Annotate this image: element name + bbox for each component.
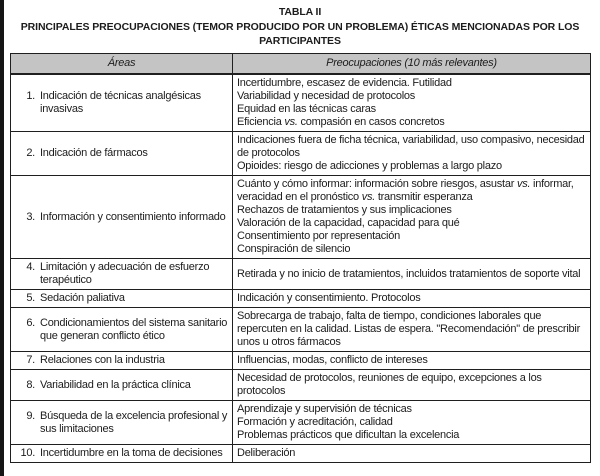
table-caption — [20, 5, 580, 48]
area-number: 3. — [26, 210, 35, 223]
table-row — [11, 259, 591, 290]
concerns-cell — [233, 290, 591, 308]
area-number: 2. — [26, 147, 35, 159]
scan-edge-artifact — [0, 0, 4, 476]
concerns-cell — [233, 445, 591, 463]
concern-line: Incertidumbre, escasez de evidencia. Futilidad — [237, 77, 452, 89]
concern-line: Cuánto y cómo informar: información sobre riesgos, asustar vs. informar, veracidad en el pronóstico vs. transmitir esperanza — [237, 178, 574, 203]
area-label: Indicación de fármacos — [40, 147, 148, 159]
area-cell — [11, 132, 233, 176]
column-header-areas: Áreas — [11, 54, 233, 75]
concern-line: Rechazos de tratamientos y sus implicaciones — [237, 204, 452, 216]
concern-line: Opioides: riesgo de adicciones y problemas a largo plazo — [237, 160, 502, 172]
table-row — [11, 74, 591, 132]
column-header-concerns: Preocupaciones (10 más relevantes) — [233, 54, 591, 75]
area-label: Información y consentimiento informado — [40, 210, 226, 223]
concern-line: Consentimiento por representación — [237, 230, 400, 242]
concerns-cell — [233, 352, 591, 370]
table-row — [11, 352, 591, 370]
area-cell — [11, 259, 233, 290]
area-cell — [11, 176, 233, 259]
concern-line: Deliberación — [237, 447, 296, 459]
table-row — [11, 401, 591, 445]
concern-line: Aprendizaje y supervisión de técnicas — [237, 403, 412, 415]
area-cell — [11, 445, 233, 463]
area-cell — [11, 74, 233, 132]
table-row — [11, 370, 591, 401]
table-row — [11, 290, 591, 308]
area-number: 5. — [26, 292, 35, 304]
concerns-cell — [233, 370, 591, 401]
concern-line: Retirada y no inicio de tratamientos, incluidos tratamientos de soporte vital — [237, 267, 581, 280]
concern-line: Formación y acreditación, calidad — [237, 416, 393, 428]
concern-line: Indicación y consentimiento. Protocolos — [237, 292, 421, 304]
concern-line: Necesidad de protocolos, reuniones de equipo, excepciones a los protocolos — [237, 372, 542, 397]
area-cell — [11, 308, 233, 352]
area-label: Condicionamientos del sistema sanitario que generan conflicto ético — [40, 316, 228, 342]
table-row — [11, 132, 591, 176]
concerns-cell — [233, 74, 591, 132]
area-cell — [11, 401, 233, 445]
table-number: TABLA II — [278, 6, 322, 18]
table-row — [11, 176, 591, 259]
area-label: Indicación de técnicas analgésicas invasivas — [40, 90, 201, 115]
concern-line: Eficiencia vs. compasión en casos concretos — [237, 116, 445, 128]
area-cell — [11, 352, 233, 370]
concerns-cell — [233, 259, 591, 290]
area-label: Incertidumbre en la toma de decisiones — [40, 447, 223, 459]
concerns-table — [10, 53, 591, 463]
table-row — [11, 445, 591, 463]
concern-line: Variabilidad y necesidad de protocolos — [237, 90, 416, 102]
concerns-cell — [233, 176, 591, 259]
area-cell — [11, 290, 233, 308]
area-number: 9. — [26, 409, 35, 422]
concern-line: Valoración de la capacidad, capacidad para qué — [237, 217, 460, 229]
area-number: 7. — [26, 354, 35, 366]
table-title: PRINCIPALES PREOCUPACIONES (TEMOR PRODUCIDO POR UN PROBLEMA) ÉTICAS MENCIONADAS POR LOS PARTICIPANTES — [20, 21, 580, 47]
concern-line: Sobrecarga de trabajo, falta de tiempo, condiciones laborales que repercuten en la calidad. Listas de espera. "Recomendación" de prescribir unos u otros fármacos — [237, 310, 580, 348]
area-label: Sedación paliativa — [40, 292, 125, 304]
concerns-cell — [233, 308, 591, 352]
concern-line: Indicaciones fuera de ficha técnica, variabilidad, uso compasivo, necesidad de protocolos — [237, 134, 585, 159]
concern-line: Problemas prácticos que dificultan la excelencia — [237, 429, 460, 441]
area-number: 6. — [26, 316, 35, 329]
concerns-cell — [233, 401, 591, 445]
concern-line: Equidad en las técnicas caras — [237, 103, 376, 115]
table-row — [11, 308, 591, 352]
concern-line: Influencias, modas, conflicto de intereses — [237, 354, 428, 366]
concerns-cell — [233, 132, 591, 176]
concern-line: Conspiración de silencio — [237, 243, 351, 255]
area-number: 10. — [20, 447, 35, 459]
area-number: 1. — [26, 90, 35, 102]
area-number: 4. — [26, 261, 35, 273]
area-label: Búsqueda de la excelencia profesional y sus limitaciones — [40, 409, 228, 435]
area-cell — [11, 370, 233, 401]
header-row — [11, 54, 591, 75]
area-number: 8. — [26, 378, 35, 391]
area-label: Limitación y adecuación de esfuerzo terapéutico — [40, 261, 210, 286]
area-label: Relaciones con la industria — [40, 354, 165, 366]
area-label: Variabilidad en la práctica clínica — [40, 378, 191, 391]
